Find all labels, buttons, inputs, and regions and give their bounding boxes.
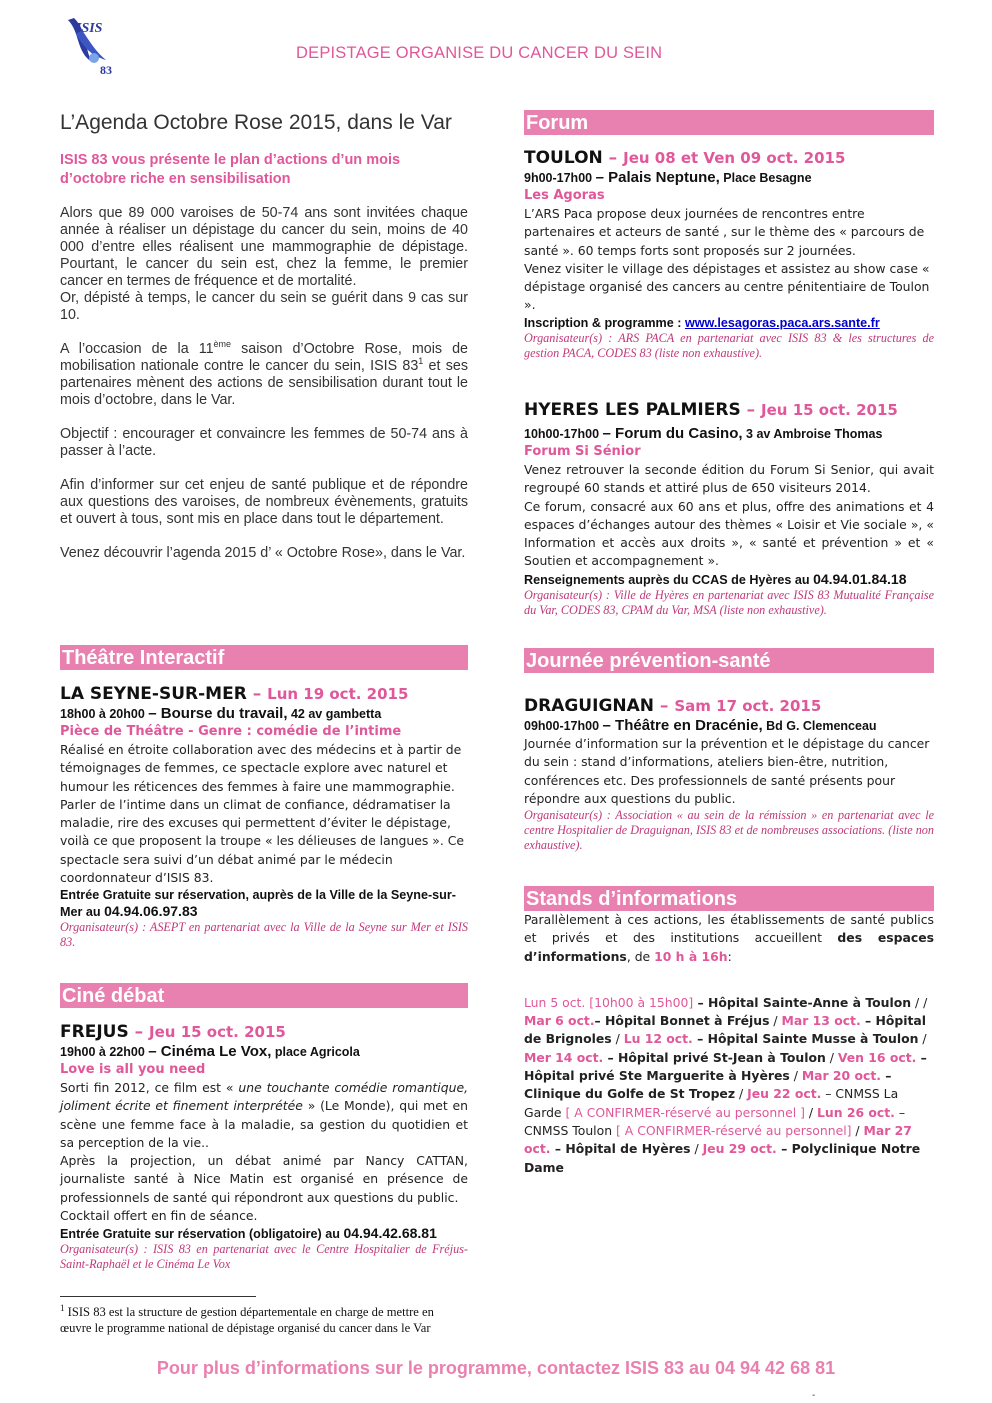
event-city: DRAGUIGNAN – Sam 17 oct. 2015 xyxy=(524,696,822,716)
page-header: DEPISTAGE ORGANISE DU CANCER DU SEIN xyxy=(296,44,663,62)
event-description: L’ARS Paca propose deux journées de rencontres entre partenaires et acteurs de santé , sur le thème des « parcours de santé ». 60 temps forts sont proposés sur 2 journées. xyxy=(524,206,925,258)
theatre-section xyxy=(60,645,468,950)
event-description: Venez visiter le village des dépistages et assistez au show case « dépistage organisé des cancers au centre pénitentiaire de Toulon ». xyxy=(524,260,930,313)
intro-paragraph: Alors que 89 000 varoises de 50-74 ans sont invitées chaque année à réaliser un dépistage du cancer du sein, moins de 40 000 d’entre elles réalisent une mammographie de dépistage. Pourtant, le cancer du sein est, chez la femme, le premier cancer en termes de fréquence et de mortalité. xyxy=(60,205,468,289)
logo-number: 83 xyxy=(100,63,112,77)
intro-subtitle: ISIS 83 vous présente le plan d’actions d’un mois d’octobre riche en sensibilisation xyxy=(60,152,401,187)
event-name: Love is all you need xyxy=(60,1062,206,1077)
intro-section xyxy=(60,110,468,579)
event-name: Pièce de Théâtre - Genre : comédie de l’intime xyxy=(60,724,402,739)
event-entry: Entrée Gratuite sur réservation, auprès de la Ville de la Seyne-sur-Mer au 04.94.06.97.83 xyxy=(60,888,456,920)
section-heading: Théâtre Interactif xyxy=(60,645,468,670)
footnote-divider xyxy=(60,1296,256,1297)
event-description: Ce forum, consacré aux 60 ans et plus, offre des animations et 4 espaces d’échanges autour des thèmes « Loisir et Vie sociale », « Information et accès aux droits », « santé et prévention » et « Soutien et accompagnement ». xyxy=(524,498,934,569)
intro-paragraph: Or, dépisté à temps, le cancer du sein se guérit dans 9 cas sur 10. xyxy=(60,290,468,323)
cine-section xyxy=(60,983,468,1272)
event-city: FREJUS – Jeu 15 oct. 2015 xyxy=(60,1022,286,1042)
event-location: 10h00-17h00 – Forum du Casino, 3 av Ambroise Thomas xyxy=(524,425,883,442)
event-organizer: Organisateur(s) : Association « au sein de la rémission » en partenariat avec le centre Hospitalier de Draguignan, ISIS 83 et de nombreuses associations. (liste non exhaustive). xyxy=(524,808,934,853)
hyeres-section xyxy=(524,399,934,618)
event-description: Après la projection, un débat animé par Nancy CATTAN, journaliste santé à Nice Matin est organisé en présence de professionnels de santé qui répondront aux questions du public. xyxy=(60,1153,468,1205)
event-organizer: Organisateur(s) : ASEPT en partenariat avec la Ville de la Seyne sur Mer et ISIS 83. xyxy=(60,920,468,950)
event-city: LA SEYNE-SUR-MER – Lun 19 oct. 2015 xyxy=(60,684,409,704)
event-organizer: Organisateur(s) : ISIS 83 en partenariat avec le Centre Hospitalier de Fréjus-Saint-Raphaël et le Cinéma Le Vox xyxy=(60,1242,468,1272)
isis83-logo xyxy=(62,12,122,78)
event-city: HYERES LES PALMIERS – Jeu 15 oct. 2015 xyxy=(524,400,898,420)
footer-contact: Pour plus d’informations sur le programme, contactez ISIS 83 au 04 94 42 68 81 xyxy=(156,1358,836,1378)
journee-section xyxy=(524,648,934,853)
event-location: 18h00 à 20h00 – Bourse du travail, 42 av gambetta xyxy=(60,705,382,722)
section-heading: Stands d’informations xyxy=(524,886,934,911)
page-title: L’Agenda Octobre Rose 2015, dans le Var xyxy=(60,111,452,134)
section-heading: Journée prévention-santé xyxy=(524,648,934,673)
event-name: Les Agoras xyxy=(524,188,605,203)
event-name: Forum Si Sénior xyxy=(524,444,641,459)
stands-section xyxy=(524,886,934,1177)
event-entry: Entrée Gratuite sur réservation (obligatoire) au 04.94.42.68.81 xyxy=(60,1225,437,1242)
event-inscription: Inscription & programme : www.lesagoras.paca.ars.sante.fr xyxy=(524,315,880,330)
event-description: Journée d’information sur la prévention et le dépistage du cancer du sein : stand d’informations, ateliers bien-être, nutrition, conférences etc. Des professionnels de santé présents pour répondre aux questions du public. xyxy=(524,736,930,806)
event-organizer: Organisateur(s) : Ville de Hyères en partenariat avec ISIS 83 Mutualité Française du Var, CODES 83, CPAM du Var, MSA (liste non exhaustive). xyxy=(524,587,934,617)
event-description: Réalisé en étroite collaboration avec des médecins et à partir de témoignages de femmes, ce spectacle explore avec naturel et humour les réticences des femmes à faire une mammographie. Parler de l’intime dans un climat de confiance, dédramatiser la maladie, rire des excuses qui permettent d’éviter le dépistage, voilà ce que proposent la troupe « les délieuses de langues ». Ce spectacle sera suivi d’un débat animé par le médecin coordonnateur d’ISIS 83. xyxy=(60,742,465,886)
section-heading: Ciné débat xyxy=(60,983,468,1008)
event-location: 9h00-17h00 – Palais Neptune, Place Besagne xyxy=(524,169,812,186)
event-description: Cocktail offert en fin de séance. xyxy=(60,1208,258,1224)
event-description: Venez retrouver la seconde édition du Forum Si Senior, qui avait regroupé 60 stands et attiré plus de 650 visiteurs 2014. xyxy=(524,462,934,496)
intro-paragraph: A l’occasion de la 11ème saison d’Octobre Rose, mois de mobilisation nationale contre le cancer du sein, ISIS $83^1$ et ses partenaires mènent des actions de sensibilisation durant tout le mois d’octobre, dans le Var. xyxy=(60,339,468,408)
event-location: 09h00-17h00 – Théâtre en Dracénie, Bd G. Clemenceau xyxy=(524,717,877,734)
intro-paragraph: Afin d’informer sur cet enjeu de santé publique et de répondre aux questions des varoises, de nombreux évènements, gratuits et ouvert à tous, sont mis en place dans tout le département. xyxy=(60,477,468,527)
intro-paragraph: Venez découvrir l’agenda 2015 d’ « Octobre Rose», dans le Var. xyxy=(60,545,466,561)
intro-body xyxy=(60,205,468,562)
event-info: Renseignements auprès du CCAS de Hyères au 04.94.01.84.18 xyxy=(524,570,907,587)
stands-list: Lun 5 oct. [10h00 à 15h00] – Hôpital Sainte-Anne à Toulon / / Mar 6 oct.– Hôpital Bonnet à Fréjus / Mar 13 oct. – Hôpital de Brignoles / Lu 12 oct. – Hôpital Sainte Musse à Toulon / Mer 14 oct. – Hôpital privé St-Jean à Toulon / Ven 16 oct. – Hôpital privé Ste Marguerite à Hyères / Mar 20 oct. – Clinique du Golfe de St Tropez / Jeu 22 oct. – CNMSS La Garde [ A CONFIRMER-réservé au personnel ] / Lun 26 oct. – CNMSS Toulon [ A CONFIRMER-réservé au personnel] / Mar 27 oct. – Hôpital de Hyères / Jeu 29 oct. – Polyclinique Notre Dame xyxy=(524,994,928,1175)
agoras-link[interactable]: www.lesagoras.paca.ars.sante.fr xyxy=(684,315,880,330)
footnote: $^1$ ISIS 83 est la structure de gestion départementale en charge de mettre en œuvre le programme national de dépistage organisé du cancer dans le Var xyxy=(60,1302,434,1335)
footer-mark: - xyxy=(812,1390,816,1401)
logo-text: ISIS xyxy=(76,21,103,36)
intro-paragraph: Objectif : encourager et convaincre les femmes de 50-74 ans à passer à l’acte. xyxy=(60,426,468,459)
event-city: TOULON – Jeu 08 et Ven 09 oct. 2015 xyxy=(524,148,846,168)
event-location: 19h00 à 22h00 – Cinéma Le Vox, place Agricola xyxy=(60,1043,360,1060)
event-organizer: Organisateur(s) : ARS PACA en partenariat avec ISIS 83 & les structures de gestion PACA, CODES 83 (liste non exhaustive). xyxy=(524,330,934,360)
forum-section xyxy=(524,110,934,361)
stands-intro: Parallèlement à ces actions, les établissements de santé publics et privés et des institutions accueillent des espaces d’informations, de 10 h à 16h: xyxy=(524,912,934,964)
event-description: Sorti fin 2012, ce film est « une touchante comédie romantique, joliment écrite et finement interprétée » (Le Monde), qui met en scène une femme face à la maladie, sa gestion du quotidien et sa perception de la vie.. xyxy=(60,1080,469,1150)
section-heading: Forum xyxy=(524,110,934,135)
